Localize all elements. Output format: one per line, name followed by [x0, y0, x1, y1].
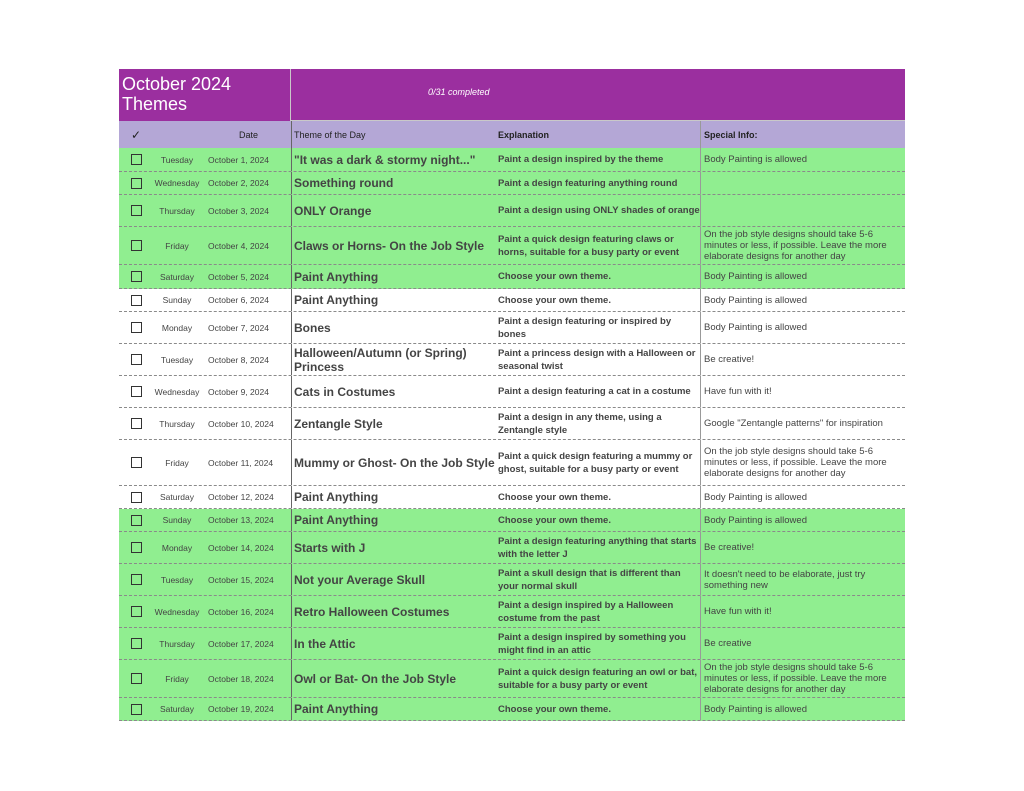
weekday-cell — [153, 265, 201, 288]
theme-cell-text: In the Attic — [294, 636, 356, 651]
special-info-cell-text: On the job style designs should take 5-6 minutes or less, if possible. Leave the more elaborate designs for another day — [704, 229, 887, 262]
explanation-cell — [496, 344, 700, 375]
explanation-cell — [496, 509, 700, 531]
weekday-cell-text: Saturday — [159, 271, 195, 282]
completion-checkbox[interactable] — [119, 660, 153, 697]
weekday-cell-text: Saturday — [159, 704, 195, 714]
date-cell — [201, 408, 291, 439]
theme-cell — [291, 698, 496, 720]
date-cell-text: October 11, 2024 — [208, 457, 274, 468]
table-row — [119, 596, 905, 628]
theme-cell-text: Paint Anything — [294, 293, 379, 307]
weekday-cell-text: Friday — [165, 673, 189, 684]
weekday-cell-text: Tuesday — [160, 354, 194, 365]
completion-checkbox[interactable] — [119, 628, 153, 659]
explanation-cell-text: Paint a skull design that is different than your normal skull — [498, 567, 681, 592]
theme-cell-text: Zentangle Style — [294, 416, 383, 431]
date-cell — [201, 289, 291, 311]
table-row — [119, 195, 905, 227]
date-cell-text: October 18, 2024 — [208, 673, 274, 684]
special-info-cell — [700, 408, 905, 439]
weekday-cell-text: Friday — [165, 457, 189, 468]
date-cell — [201, 660, 291, 697]
special-info-cell — [700, 564, 905, 595]
special-info-cell — [700, 289, 905, 311]
explanation-cell-text: Paint a design using ONLY shades of orange — [498, 205, 700, 216]
table-row — [119, 486, 905, 509]
theme-cell-text: Mummy or Ghost- On the Job Style — [294, 455, 495, 470]
weekday-cell-text: Wednesday — [154, 606, 200, 617]
date-cell — [201, 227, 291, 264]
date-cell — [201, 172, 291, 194]
checkbox-icon[interactable] — [131, 418, 142, 429]
theme-cell — [291, 596, 496, 627]
special-info-cell-text: Have fun with it! — [704, 606, 772, 617]
theme-cell-text: Starts with J — [294, 540, 366, 555]
weekday-cell — [153, 698, 201, 720]
date-cell-text: October 7, 2024 — [208, 322, 269, 333]
special-info-cell — [700, 509, 905, 531]
explanation-cell-text: Paint a princess design with a Halloween or seasonal twist — [498, 347, 696, 372]
special-info-cell-text: Body Painting is allowed — [704, 491, 807, 503]
progress-area — [291, 69, 905, 121]
special-info-cell — [700, 195, 905, 226]
weekday-cell — [153, 312, 201, 343]
theme-cell-text: Owl or Bat- On the Job Style — [294, 671, 457, 686]
weekday-cell — [153, 376, 201, 407]
explanation-cell-text: Paint a design inspired by the theme — [498, 154, 664, 165]
explanation-cell-text: Choose your own theme. — [498, 514, 611, 526]
explanation-cell-text: Paint a design inspired by a Halloween costume from the past — [498, 599, 674, 624]
explanation-cell-text: Paint a design featuring or inspired by bones — [498, 315, 672, 340]
explanation-cell — [496, 289, 700, 311]
theme-cell-text: Halloween/Autumn (or Spring) Princess — [294, 345, 467, 374]
table-row — [119, 408, 905, 440]
table-row — [119, 698, 905, 721]
table-row — [119, 440, 905, 486]
completion-checkbox[interactable] — [119, 408, 153, 439]
completion-checkbox[interactable] — [119, 289, 153, 311]
theme-cell — [291, 532, 496, 563]
weekday-cell — [153, 564, 201, 595]
date-cell-text: October 13, 2024 — [208, 515, 274, 525]
weekday-cell-text: Wednesday — [154, 386, 200, 397]
date-cell — [201, 148, 291, 171]
special-info-cell-text: Body Painting is allowed — [704, 271, 807, 282]
date-cell — [201, 698, 291, 720]
special-info-cell — [700, 628, 905, 659]
explanation-cell — [496, 486, 700, 508]
date-cell — [201, 265, 291, 288]
weekday-cell-text: Tuesday — [160, 154, 194, 165]
date-cell-text: October 4, 2024 — [208, 240, 269, 251]
weekday-cell — [153, 628, 201, 659]
weekday-cell-text: Monday — [161, 542, 193, 553]
weekday-cell-text: Thursday — [159, 205, 195, 216]
explanation-cell — [496, 172, 700, 194]
completion-checkbox[interactable] — [119, 596, 153, 627]
checkbox-icon[interactable] — [131, 295, 142, 306]
explanation-cell — [496, 195, 700, 226]
date-cell-text: October 17, 2024 — [208, 638, 274, 649]
date-cell-text: October 12, 2024 — [208, 492, 274, 502]
special-info-cell — [700, 440, 905, 485]
weekday-cell-text: Thursday — [159, 638, 195, 649]
weekday-cell — [153, 509, 201, 531]
date-cell — [201, 486, 291, 508]
theme-cell — [291, 628, 496, 659]
weekday-cell — [153, 344, 201, 375]
checkbox-icon[interactable] — [131, 178, 142, 189]
theme-cell-text: Something round — [294, 176, 394, 190]
weekday-cell-text: Monday — [161, 322, 193, 333]
date-cell-text: October 2, 2024 — [208, 178, 269, 188]
date-cell-text: October 9, 2024 — [208, 386, 269, 397]
table-row — [119, 172, 905, 195]
date-cell-text: October 16, 2024 — [208, 606, 274, 617]
special-info-cell-text: Have fun with it! — [704, 386, 772, 397]
table-row — [119, 312, 905, 344]
checkbox-icon[interactable] — [131, 240, 142, 251]
date-cell-text: October 8, 2024 — [208, 354, 269, 365]
explanation-cell — [496, 312, 700, 343]
checkbox-icon[interactable] — [131, 638, 142, 649]
explanation-cell — [496, 148, 700, 171]
special-info-cell — [700, 172, 905, 194]
theme-cell-text: Paint Anything — [294, 702, 379, 716]
checkbox-icon[interactable] — [131, 542, 142, 553]
weekday-cell-text: Thursday — [159, 418, 195, 429]
completion-checkbox[interactable] — [119, 440, 153, 485]
special-info-cell-text: Be creative — [704, 638, 752, 649]
date-cell — [201, 440, 291, 485]
completion-checkbox[interactable] — [119, 344, 153, 375]
checkbox-icon[interactable] — [131, 515, 142, 526]
date-cell-text: October 6, 2024 — [208, 295, 269, 305]
explanation-cell — [496, 265, 700, 288]
theme-cell-text: Paint Anything — [294, 269, 379, 284]
special-info-cell — [700, 376, 905, 407]
theme-cell — [291, 564, 496, 595]
date-cell-text: October 5, 2024 — [208, 271, 269, 282]
theme-cell-text: Cats in Costumes — [294, 384, 396, 399]
theme-cell — [291, 509, 496, 531]
theme-cell — [291, 440, 496, 485]
checkbox-icon[interactable] — [131, 205, 142, 216]
special-info-cell — [700, 486, 905, 508]
date-cell — [201, 564, 291, 595]
special-info-cell — [700, 148, 905, 171]
explanation-cell-text: Choose your own theme. — [498, 491, 611, 503]
progress-text: 0/31 completed — [428, 87, 490, 97]
special-info-cell-text: Body Painting is allowed — [704, 322, 807, 333]
theme-cell-text: Bones — [294, 320, 331, 335]
explanation-cell-text: Choose your own theme. — [498, 271, 611, 282]
completion-checkbox[interactable] — [119, 532, 153, 563]
theme-cell — [291, 227, 496, 264]
special-info-cell — [700, 265, 905, 288]
checkbox-icon[interactable] — [131, 271, 142, 282]
checkbox-icon[interactable] — [131, 457, 142, 468]
table-row — [119, 289, 905, 312]
special-info-cell — [700, 344, 905, 375]
theme-cell — [291, 312, 496, 343]
special-info-cell-text: Be creative! — [704, 542, 755, 553]
explanation-cell-text: Paint a design featuring a cat in a costume — [498, 386, 691, 397]
weekday-cell — [153, 289, 201, 311]
table-row — [119, 660, 905, 698]
explanation-cell — [496, 376, 700, 407]
date-cell — [201, 344, 291, 375]
special-info-cell — [700, 660, 905, 697]
completion-checkbox[interactable] — [119, 509, 153, 531]
theme-cell — [291, 265, 496, 288]
date-cell-text: October 1, 2024 — [208, 154, 269, 165]
completion-checkbox[interactable] — [119, 148, 153, 171]
explanation-cell-text: Paint a quick design featuring an owl or bat, suitable for a busy party or event — [498, 666, 697, 691]
checkbox-icon[interactable] — [131, 492, 142, 503]
table-row — [119, 376, 905, 408]
day-rows — [119, 148, 905, 721]
theme-cell-text: Not your Average Skull — [294, 572, 426, 587]
completion-checkbox[interactable] — [119, 376, 153, 407]
completion-checkbox[interactable] — [119, 486, 153, 508]
date-cell — [201, 628, 291, 659]
checkbox-icon[interactable] — [131, 154, 142, 165]
date-cell — [201, 596, 291, 627]
date-cell — [201, 532, 291, 563]
date-cell-text: October 14, 2024 — [208, 542, 274, 553]
theme-cell — [291, 344, 496, 375]
date-cell-text: October 15, 2024 — [208, 574, 274, 585]
checkbox-icon[interactable] — [131, 354, 142, 365]
theme-column-header: Theme of the Day — [291, 121, 496, 148]
table-row — [119, 265, 905, 289]
special-info-cell — [700, 596, 905, 627]
explanation-cell — [496, 596, 700, 627]
info-column-header: Special Info: — [700, 121, 905, 148]
explanation-cell — [496, 564, 700, 595]
date-cell-text: October 10, 2024 — [208, 418, 274, 429]
date-cell-text: October 19, 2024 — [208, 704, 274, 714]
explanation-cell-text: Paint a design featuring anything round — [498, 177, 678, 189]
weekday-cell-text: Tuesday — [160, 574, 194, 585]
explanation-cell-text: Paint a quick design featuring claws or horns, suitable for a busy party or event — [498, 233, 680, 258]
weekday-cell-text: Sunday — [162, 295, 192, 305]
check-column-header: ✓ — [130, 127, 142, 142]
theme-cell — [291, 486, 496, 508]
checkbox-icon[interactable] — [131, 704, 142, 715]
weekday-cell — [153, 148, 201, 171]
theme-cell — [291, 148, 496, 171]
table-row — [119, 532, 905, 564]
theme-cell-text: ONLY Orange — [294, 203, 372, 218]
theme-cell — [291, 172, 496, 194]
table-row — [119, 227, 905, 265]
checkbox-icon[interactable] — [131, 606, 142, 617]
weekday-cell — [153, 486, 201, 508]
explanation-cell — [496, 408, 700, 439]
special-info-cell-text: It doesn't need to be elaborate, just try something new — [704, 568, 866, 591]
theme-cell-text: Claws or Horns- On the Job Style — [294, 238, 485, 253]
explanation-cell — [496, 227, 700, 264]
checkbox-icon[interactable] — [131, 574, 142, 585]
weekday-cell — [153, 195, 201, 226]
weekday-cell — [153, 172, 201, 194]
column-header-row — [119, 121, 905, 148]
date-cell-text: October 3, 2024 — [208, 205, 269, 216]
theme-cell-text: "It was a dark & stormy night..." — [294, 152, 476, 167]
theme-cell — [291, 408, 496, 439]
explanation-cell — [496, 532, 700, 563]
explanation-cell-text: Paint a design inspired by something you might find in an attic — [498, 631, 686, 656]
explanation-column-header: Explanation — [498, 129, 550, 140]
special-info-cell — [700, 698, 905, 720]
sheet-header — [119, 69, 905, 121]
completion-checkbox[interactable] — [119, 564, 153, 595]
checkbox-icon[interactable] — [131, 673, 142, 684]
weekday-cell-text: Sunday — [162, 515, 192, 525]
theme-calendar-sheet — [119, 69, 905, 721]
theme-cell-text: Paint Anything — [294, 513, 379, 527]
explanation-cell-text: Paint a quick design featuring a mummy or ghost, suitable for a busy party or event — [498, 450, 693, 475]
theme-cell — [291, 660, 496, 697]
sheet-title: October 2024 Themes — [119, 69, 291, 121]
special-info-cell-text: Body Painting is allowed — [704, 514, 807, 526]
weekday-cell-text: Friday — [165, 240, 189, 251]
table-row — [119, 509, 905, 532]
completion-checkbox[interactable] — [119, 698, 153, 720]
explanation-cell — [496, 628, 700, 659]
table-row — [119, 148, 905, 172]
completion-checkbox[interactable] — [119, 265, 153, 288]
special-info-cell-text: On the job style designs should take 5-6 minutes or less, if possible. Leave the more elaborate designs for another day — [704, 446, 887, 479]
completion-checkbox[interactable] — [119, 227, 153, 264]
completion-checkbox[interactable] — [119, 172, 153, 194]
special-info-cell — [700, 532, 905, 563]
date-column-header: Date — [239, 129, 259, 140]
weekday-cell — [153, 440, 201, 485]
table-row — [119, 628, 905, 660]
table-row — [119, 344, 905, 376]
completion-checkbox[interactable] — [119, 195, 153, 226]
explanation-cell — [496, 440, 700, 485]
special-info-cell-text: Body Painting is allowed — [704, 154, 807, 165]
theme-cell-text: Paint Anything — [294, 490, 379, 504]
date-cell — [201, 195, 291, 226]
date-cell — [201, 376, 291, 407]
theme-cell — [291, 195, 496, 226]
weekday-cell — [153, 408, 201, 439]
theme-cell-text: Retro Halloween Costumes — [294, 604, 450, 619]
weekday-cell — [153, 596, 201, 627]
weekday-cell — [153, 227, 201, 264]
special-info-cell-text: Body Painting is allowed — [704, 294, 807, 306]
explanation-cell-text: Paint a design featuring anything that starts with the letter J — [498, 535, 697, 560]
special-info-cell-text: Be creative! — [704, 354, 755, 365]
weekday-cell-text: Wednesday — [154, 178, 200, 188]
completion-checkbox[interactable] — [119, 312, 153, 343]
theme-cell — [291, 376, 496, 407]
special-info-cell — [700, 227, 905, 264]
explanation-cell-text: Paint a design in any theme, using a Zentangle style — [498, 411, 662, 436]
special-info-cell-text: On the job style designs should take 5-6 minutes or less, if possible. Leave the more elaborate designs for another day — [704, 662, 887, 695]
special-info-cell-text: Google "Zentangle patterns" for inspiration — [704, 418, 883, 429]
table-row — [119, 564, 905, 596]
explanation-cell-text: Choose your own theme. — [498, 294, 611, 306]
special-info-cell-text: Body Painting is allowed — [704, 703, 807, 715]
special-info-cell — [700, 312, 905, 343]
theme-cell — [291, 289, 496, 311]
explanation-cell — [496, 698, 700, 720]
explanation-cell-text: Choose your own theme. — [498, 703, 611, 715]
date-cell — [201, 509, 291, 531]
weekday-cell — [153, 532, 201, 563]
checkbox-icon[interactable] — [131, 386, 142, 397]
checkbox-icon[interactable] — [131, 322, 142, 333]
weekday-cell — [153, 660, 201, 697]
date-cell — [201, 312, 291, 343]
explanation-cell — [496, 660, 700, 697]
weekday-cell-text: Saturday — [159, 492, 195, 502]
